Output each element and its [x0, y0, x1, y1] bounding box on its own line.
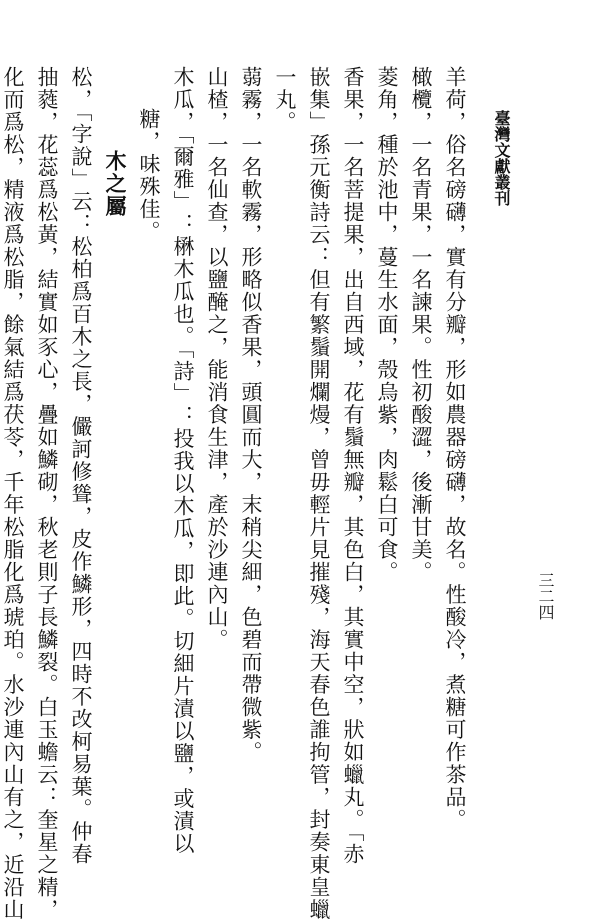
- text-column: 松，「字說」云：松柏爲百木之長，儼訶修聳，皮作鱗形，四時不改柯易葉。仲春: [69, 66, 93, 866]
- text-column: 一丸。: [273, 66, 297, 134]
- running-header-title: 臺灣文獻叢刊: [492, 110, 511, 206]
- text-column: 山楂，一名仙查，以鹽醃之，能消食生津，產於沙連內山。: [205, 66, 229, 651]
- text-column: 化而爲松，精液爲松脂，餘氣結爲茯苓，千年松脂化爲琥珀。水沙連內山有之，近沿山: [1, 66, 25, 921]
- text-column: 抽蕤，花蕊爲松黃，結實如豕心，疊如鱗砌，秋老則子長鱗裂。白玉蟾云：奎星之精，: [35, 66, 59, 921]
- text-column: 橄欖，一名青果，一名諫果。性初酸澀，後漸甘美。: [409, 66, 433, 584]
- text-column: 菱角，種於池中，蔓生水面，殼烏紫，肉鬆白可食。: [375, 66, 399, 584]
- section-heading: 木之屬: [103, 150, 128, 218]
- page-number: 三二四: [536, 572, 555, 620]
- text-column: 木瓜，「爾雅」：楙木瓜也。「詩」：投我以木瓜，即此。切細片漬以鹽，或漬以: [171, 66, 195, 855]
- body-text: [1, 66, 472, 921]
- text-column: 香果，一名菩提果，出自西域，花有鬚無瓣，其色白，其實中空，狀如蠟丸。「赤: [341, 66, 365, 866]
- text-column: 嵌集」孫元衡詩云：但有繁鬚開爛熳，曾毋輕片見摧殘，海天春色誰拘管，封奏東皇蠟: [307, 66, 331, 921]
- text-column: 糖，味殊佳。: [137, 108, 161, 243]
- text-column: 羊荷，俗名磅礴，實有分瓣，形如農器磅礴，故名。性酸冷，煮糖可作茶品。: [443, 66, 467, 831]
- text-column: 蒻霧，一名軟霧，形略似香果，頭圓而大，末稍尖細，色碧而帶微紫。: [239, 66, 263, 764]
